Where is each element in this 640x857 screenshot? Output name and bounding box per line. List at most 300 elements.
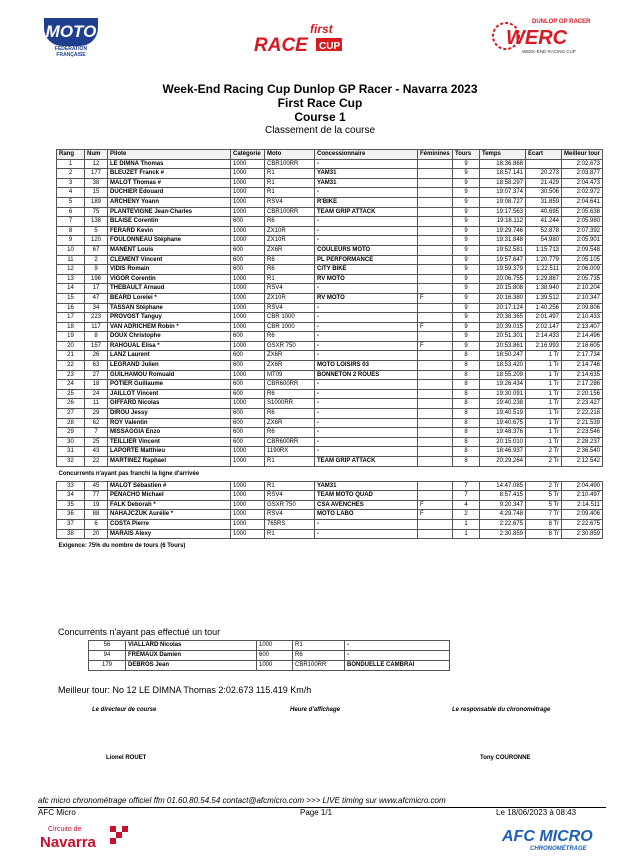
ffm-logo-mark: MOTO: [44, 18, 98, 46]
cell-moto: R6: [265, 255, 315, 265]
cell-concessionnaire: -: [315, 399, 418, 409]
results-body: [57, 159, 603, 553]
cell-meilleur-tour: 2:21.539: [562, 418, 603, 428]
cell-pilote: BLAISE Corentin: [108, 217, 231, 227]
cell-tours: 8: [453, 447, 480, 457]
cell-tours: 8: [453, 370, 480, 380]
cell-moto: R1: [265, 529, 315, 539]
cell-feminines: [418, 529, 453, 539]
cell-ecart: 1:15.713: [526, 245, 562, 255]
cell-ecart: 1 Tr: [526, 370, 562, 380]
cell-feminines: [418, 255, 453, 265]
cell-temps: 19:59.379: [480, 265, 526, 275]
cell-ecart: 7 Tr: [526, 510, 562, 520]
table-row: [57, 236, 603, 246]
cell-temps: 20:06.755: [480, 274, 526, 284]
cell-feminines: F: [418, 322, 453, 332]
cell-num: 17: [85, 284, 108, 294]
cell-num: 7: [85, 428, 108, 438]
row-indent: [56, 651, 89, 661]
nonfinish-title: Concurrents n'ayant pas franchi la ligne d'arrivée: [58, 470, 200, 477]
cell-categorie: 1000: [231, 197, 265, 207]
cell-categorie: 1000: [231, 169, 265, 179]
cell-concessionnaire: -: [315, 188, 418, 198]
cell-categorie: 600: [231, 437, 265, 447]
cell-meilleur-tour: 2:09.806: [562, 303, 603, 313]
cell-meilleur-tour: 2:09.548: [562, 245, 603, 255]
cell-categorie: 600: [231, 255, 265, 265]
cell-pilote: TEILLIER Vincent: [108, 437, 231, 447]
cell-rang: 31: [57, 447, 85, 457]
cell-rang: 37: [57, 519, 85, 529]
cell-pilote: RAHOUAL Elisa *: [108, 341, 231, 351]
cell-meilleur-tour: 2:09.406: [562, 510, 603, 520]
cell-temps: 18:46.937: [480, 447, 526, 457]
cell-num: 94: [89, 651, 126, 661]
cell-moto: R6: [265, 389, 315, 399]
table-row: [57, 380, 603, 390]
cell-num: 26: [85, 351, 108, 361]
frc-logo-race: RACE: [254, 35, 308, 54]
cell-temps: 19:30.091: [480, 389, 526, 399]
cell-tours: 7: [453, 481, 480, 491]
table-row: [57, 159, 603, 169]
cell-tours: 7: [453, 491, 480, 501]
cell-ecart: 8 Tr: [526, 519, 562, 529]
cell-feminines: [418, 217, 453, 227]
table-row: [57, 284, 603, 294]
cell-num: 5: [85, 226, 108, 236]
cell-concessionnaire: CSA AVENCHES: [315, 500, 418, 510]
cell-categorie: 600: [231, 332, 265, 342]
cell-concessionnaire: COULEURS MOTO: [315, 245, 418, 255]
col-tours: Tours: [453, 150, 480, 160]
cell-feminines: [418, 457, 453, 467]
werc-logo-top: DUNLOP GP RACER: [532, 19, 591, 25]
table-row: [56, 641, 450, 651]
cell-concessionnaire: RV MOTO: [315, 293, 418, 303]
cell-feminines: F: [418, 500, 453, 510]
cell-moto: RSV4: [265, 284, 315, 294]
cell-pilote: DIROU Jessy: [108, 409, 231, 419]
cell-feminines: [418, 351, 453, 361]
cell-pilote: VAN ADRICHEM Robin *: [108, 322, 231, 332]
table-row: [57, 481, 603, 491]
cell-moto: R1: [265, 481, 315, 491]
cell-rang: 2: [57, 169, 85, 179]
cell-rang: 29: [57, 428, 85, 438]
cell-pilote: NAHAJCZUK Aurélie *: [108, 510, 231, 520]
cell-temps: 19:08.727: [480, 197, 526, 207]
table-row: [57, 169, 603, 179]
cell-rang: 10: [57, 245, 85, 255]
cell-categorie: 600: [231, 265, 265, 275]
cell-temps: 18:55.209: [480, 370, 526, 380]
cell-temps: 19:07.374: [480, 188, 526, 198]
cell-tours: 9: [453, 322, 480, 332]
cell-ecart: 1 Tr: [526, 428, 562, 438]
cell-meilleur-tour: 2:14.746: [562, 361, 603, 371]
cell-categorie: 1000: [231, 303, 265, 313]
cell-rang: 23: [57, 370, 85, 380]
cell-concessionnaire: BONDUELLE CAMBRAI: [345, 661, 450, 671]
cell-pilote: PLANTEVIGNE Jean-Charles: [108, 207, 231, 217]
cell-tours: 9: [453, 332, 480, 342]
results-header-row: [57, 150, 603, 160]
col-ecart: Ecart: [526, 150, 562, 160]
cell-pilote: MALOT Sébastien #: [108, 481, 231, 491]
cell-feminines: [418, 178, 453, 188]
cell-num: 117: [85, 322, 108, 332]
cell-feminines: [418, 370, 453, 380]
cell-temps: 19:31.848: [480, 236, 526, 246]
cell-moto: CBR 1000: [265, 313, 315, 323]
cell-ecart: 1:40.256: [526, 303, 562, 313]
cell-feminines: F: [418, 341, 453, 351]
cell-pilote: GUILHAMOU Romuald: [108, 370, 231, 380]
cell-ecart: 8 Tr: [526, 529, 562, 539]
cell-categorie: 1000: [231, 274, 265, 284]
cell-num: 223: [85, 313, 108, 323]
cell-pilote: MISSAGGIA Enzo: [108, 428, 231, 438]
col-concessionnaire: Concessionnaire: [315, 150, 418, 160]
cell-pilote: MARAIS Alexy: [108, 529, 231, 539]
cell-temps: 2:22.675: [480, 519, 526, 529]
cell-ecart: 1:22.511: [526, 265, 562, 275]
table-row: [57, 491, 603, 501]
cell-concessionnaire: -: [345, 651, 450, 661]
table-row: [57, 399, 603, 409]
cell-moto: R1: [293, 641, 345, 651]
cell-moto: GSXR 750: [265, 341, 315, 351]
cell-pilote: FALK Deborah *: [108, 500, 231, 510]
table-row: [57, 351, 603, 361]
cell-num: 24: [85, 389, 108, 399]
cell-feminines: F: [418, 293, 453, 303]
cell-meilleur-tour: 2:23.427: [562, 399, 603, 409]
cell-num: 15: [85, 188, 108, 198]
cell-tours: 8: [453, 361, 480, 371]
cell-moto: CBR100RR: [293, 661, 345, 671]
cell-categorie: 1000: [231, 399, 265, 409]
cell-categorie: 600: [231, 389, 265, 399]
exigence-note: Exigence: 75% du nombre de tours (6 Tours): [58, 543, 186, 550]
cell-rang: 5: [57, 197, 85, 207]
cell-temps: 20:17.124: [480, 303, 526, 313]
cell-categorie: 1000: [257, 661, 293, 671]
cell-ecart: 1 Tr: [526, 351, 562, 361]
cell-moto: GSXR 750: [265, 500, 315, 510]
cell-moto: CBR600RR: [265, 437, 315, 447]
cell-meilleur-tour: 2:05.638: [562, 207, 603, 217]
cell-categorie: 1000: [231, 447, 265, 457]
cell-moto: R1: [265, 274, 315, 284]
cell-rang: 21: [57, 351, 85, 361]
cell-meilleur-tour: 2:17.734: [562, 351, 603, 361]
table-row: [57, 217, 603, 227]
cell-concessionnaire: -: [345, 641, 450, 651]
cell-categorie: 1000: [231, 457, 265, 467]
cell-rang: 36: [57, 510, 85, 520]
cell-num: 177: [85, 169, 108, 179]
cell-tours: 9: [453, 217, 480, 227]
cell-moto: MT09: [265, 370, 315, 380]
cell-meilleur-tour: 2:05.901: [562, 236, 603, 246]
cell-pilote: JAILLOT Vincent: [108, 389, 231, 399]
table-row: [57, 207, 603, 217]
cell-concessionnaire: -: [315, 447, 418, 457]
col-temps: Temps: [480, 150, 526, 160]
cell-ecart: 5 Tr: [526, 500, 562, 510]
cell-rang: 13: [57, 274, 85, 284]
cell-pilote: DEBROS Jean: [126, 661, 257, 671]
cell-rang: 26: [57, 399, 85, 409]
cell-meilleur-tour: 2:14.496: [562, 332, 603, 342]
cell-feminines: [418, 245, 453, 255]
cell-meilleur-tour: 2:10.433: [562, 313, 603, 323]
cell-ecart: 30.506: [526, 188, 562, 198]
cell-moto: R1: [265, 178, 315, 188]
cell-pilote: FERARD Kevin: [108, 226, 231, 236]
cell-ecart: 1 Tr: [526, 380, 562, 390]
cell-moto: RSV4: [265, 491, 315, 501]
cell-categorie: 1000: [231, 178, 265, 188]
cell-concessionnaire: -: [315, 217, 418, 227]
cell-feminines: [418, 481, 453, 491]
cell-moto: CBR100RR: [265, 207, 315, 217]
cell-categorie: 1000: [231, 159, 265, 169]
cell-num: 2: [85, 255, 108, 265]
col-num: Num: [85, 150, 108, 160]
cell-meilleur-tour: 2:05.735: [562, 274, 603, 284]
cell-feminines: F: [418, 510, 453, 520]
cell-num: 19: [85, 500, 108, 510]
table-row: [57, 303, 603, 313]
cell-concessionnaire: R'BIKE: [315, 197, 418, 207]
cell-meilleur-tour: 2:36.540: [562, 447, 603, 457]
afc-logo-sub: CHRONOMÉTRAGE: [530, 846, 587, 852]
table-row: [57, 197, 603, 207]
cell-temps: 18:50.247: [480, 351, 526, 361]
cell-pilote: LAPORTE Matthieu: [108, 447, 231, 457]
cell-ecart: 1 Tr: [526, 399, 562, 409]
best-lap-line: Meilleur tour: No 12 LE DIMNA Thomas 2:02.673 115.419 Km/h: [58, 685, 312, 695]
cell-temps: 2:30.859: [480, 529, 526, 539]
werc-logo-main: WERC: [506, 27, 568, 49]
cell-ecart: 31.859: [526, 197, 562, 207]
col-feminines: Féminines: [418, 150, 453, 160]
col-moto: Moto: [265, 150, 315, 160]
cell-tours: 8: [453, 437, 480, 447]
cell-meilleur-tour: 2:13.407: [562, 322, 603, 332]
cell-moto: 765RS: [265, 519, 315, 529]
cell-feminines: [418, 265, 453, 275]
cell-rang: 14: [57, 284, 85, 294]
cell-feminines: [418, 491, 453, 501]
cell-rang: 18: [57, 322, 85, 332]
cell-categorie: 1000: [231, 510, 265, 520]
table-row: [56, 661, 450, 671]
cell-rang: 33: [57, 481, 85, 491]
cell-concessionnaire: -: [315, 322, 418, 332]
race-title: Course 1: [294, 110, 346, 124]
cell-num: 9: [85, 265, 108, 275]
cell-pilote: LE DIMNA Thomas: [108, 159, 231, 169]
werc-logo-sub: WEEK-END RACING CUP: [522, 49, 576, 54]
cell-ecart: 2 Tr: [526, 457, 562, 467]
col-rang: Rang: [57, 150, 85, 160]
cell-ecart: 41.244: [526, 217, 562, 227]
cell-tours: 8: [453, 399, 480, 409]
cell-rang: 17: [57, 313, 85, 323]
cell-rang: 16: [57, 303, 85, 313]
cell-tours: 8: [453, 389, 480, 399]
cell-concessionnaire: MOTO LABO: [315, 510, 418, 520]
cell-tours: 8: [453, 380, 480, 390]
navarra-logo-main: Navarra: [40, 834, 96, 851]
cell-tours: 9: [453, 236, 480, 246]
cell-num: 88: [85, 510, 108, 520]
cell-pilote: DUCHIER Edouard: [108, 188, 231, 198]
cell-num: 27: [85, 370, 108, 380]
cell-meilleur-tour: 2:02.673: [562, 159, 603, 169]
cell-temps: 20:38.365: [480, 313, 526, 323]
table-row: [57, 361, 603, 371]
cell-ecart: 2:16.993: [526, 341, 562, 351]
cell-moto: RSV4: [265, 510, 315, 520]
cell-categorie: 1000: [231, 500, 265, 510]
cell-meilleur-tour: 2:23.546: [562, 428, 603, 438]
cell-meilleur-tour: 2:16.605: [562, 341, 603, 351]
cell-rang: 15: [57, 293, 85, 303]
cell-concessionnaire: -: [315, 284, 418, 294]
cell-pilote: PROVOST Tanguy: [108, 313, 231, 323]
cell-meilleur-tour: 2:14.511: [562, 500, 603, 510]
table-row: [57, 313, 603, 323]
cell-tours: 9: [453, 341, 480, 351]
cell-rang: 22: [57, 361, 85, 371]
nostart-title: Concurrents n'ayant pas effectué un tour: [58, 627, 221, 637]
cell-pilote: TASSAN Stéphane: [108, 303, 231, 313]
cell-moto: ZX10R: [265, 293, 315, 303]
cell-feminines: [418, 361, 453, 371]
cell-ecart: 1 Tr: [526, 409, 562, 419]
cell-rang: 30: [57, 437, 85, 447]
cell-num: 6: [85, 519, 108, 529]
cell-moto: R6: [265, 409, 315, 419]
table-row: [57, 332, 603, 342]
cell-moto: R1: [265, 169, 315, 179]
cell-ecart: 1:39.512: [526, 293, 562, 303]
nostart-body: [56, 641, 450, 671]
cell-rang: 38: [57, 529, 85, 539]
cell-temps: 20:53.861: [480, 341, 526, 351]
cell-ecart: 1 Tr: [526, 389, 562, 399]
cell-meilleur-tour: 2:04.473: [562, 178, 603, 188]
cell-concessionnaire: TEAM GRIP ATTACK: [315, 207, 418, 217]
cell-rang: 20: [57, 341, 85, 351]
cell-num: 56: [89, 641, 126, 651]
table-row: [57, 447, 603, 457]
cell-ecart: 2:01.497: [526, 313, 562, 323]
cell-moto: CBR100RR: [265, 159, 315, 169]
cell-ecart: 1:29.887: [526, 274, 562, 284]
cell-rang: 8: [57, 226, 85, 236]
cell-pilote: MANENT Louis: [108, 245, 231, 255]
cell-meilleur-tour: 2:20.156: [562, 389, 603, 399]
cell-rang: 11: [57, 255, 85, 265]
cell-moto: R6: [265, 428, 315, 438]
cell-rang: 24: [57, 380, 85, 390]
cell-temps: 19:40.519: [480, 409, 526, 419]
cell-temps: 19:29.746: [480, 226, 526, 236]
cell-meilleur-tour: 2:12.542: [562, 457, 603, 467]
cell-num: 45: [85, 481, 108, 491]
cell-pilote: VIALLARD Nicolas: [126, 641, 257, 651]
cell-ecart: 52.878: [526, 226, 562, 236]
cell-meilleur-tour: 2:17.286: [562, 380, 603, 390]
cell-tours: 9: [453, 313, 480, 323]
timing-name: Tony COURONNE: [480, 755, 531, 761]
cell-tours: 1: [453, 519, 480, 529]
ffm-logo-sub2: FRANÇAISE: [56, 52, 86, 58]
cell-pilote: VIGOR Corentin: [108, 274, 231, 284]
cell-temps: 19:57.647: [480, 255, 526, 265]
cell-feminines: [418, 380, 453, 390]
cell-categorie: 600: [231, 217, 265, 227]
cell-feminines: [418, 519, 453, 529]
cell-feminines: [418, 418, 453, 428]
navarra-logo-top: Circuito de: [48, 826, 82, 833]
footer-contact: afc micro chronométrage officiel ffm 01.60.80.54.54 contact@afcmicro.com >>> LIVE timing sur www.afcmicro.com: [38, 796, 446, 805]
col-meilleur-tour: Meilleur tour: [562, 150, 603, 160]
cell-concessionnaire: -: [315, 389, 418, 399]
cell-tours: 9: [453, 255, 480, 265]
cell-feminines: [418, 274, 453, 284]
cell-tours: 2: [453, 510, 480, 520]
cell-concessionnaire: PL PERFORMANCE: [315, 255, 418, 265]
cell-tours: 9: [453, 245, 480, 255]
cell-concessionnaire: YAM31: [315, 178, 418, 188]
cell-num: 11: [85, 399, 108, 409]
director-name: Lionel ROUET: [106, 755, 147, 761]
cell-pilote: DOUX Christophe: [108, 332, 231, 342]
cell-pilote: LANZ Laurent: [108, 351, 231, 361]
cell-num: 25: [85, 437, 108, 447]
table-row: [57, 510, 603, 520]
cell-tours: 9: [453, 274, 480, 284]
cell-temps: 8:57.415: [480, 491, 526, 501]
row-indent: [56, 661, 89, 671]
cell-categorie: 600: [231, 428, 265, 438]
frc-logo-cup: CUP: [319, 41, 341, 52]
table-row: [57, 188, 603, 198]
cell-rang: 25: [57, 389, 85, 399]
cell-tours: 9: [453, 178, 480, 188]
cell-temps: 18:53.420: [480, 361, 526, 371]
cell-concessionnaire: BONNETON 2 ROUES: [315, 370, 418, 380]
cell-num: 22: [85, 457, 108, 467]
cell-pilote: VIDIS Romain: [108, 265, 231, 275]
cell-num: 34: [85, 303, 108, 313]
cell-pilote: GIFFARD Nicolas: [108, 399, 231, 409]
cell-feminines: [418, 188, 453, 198]
cell-tours: 9: [453, 303, 480, 313]
cell-moto: R6: [293, 651, 345, 661]
werc-logo: [492, 14, 596, 56]
cell-categorie: 600: [231, 380, 265, 390]
cell-meilleur-tour: 2:22.218: [562, 409, 603, 419]
